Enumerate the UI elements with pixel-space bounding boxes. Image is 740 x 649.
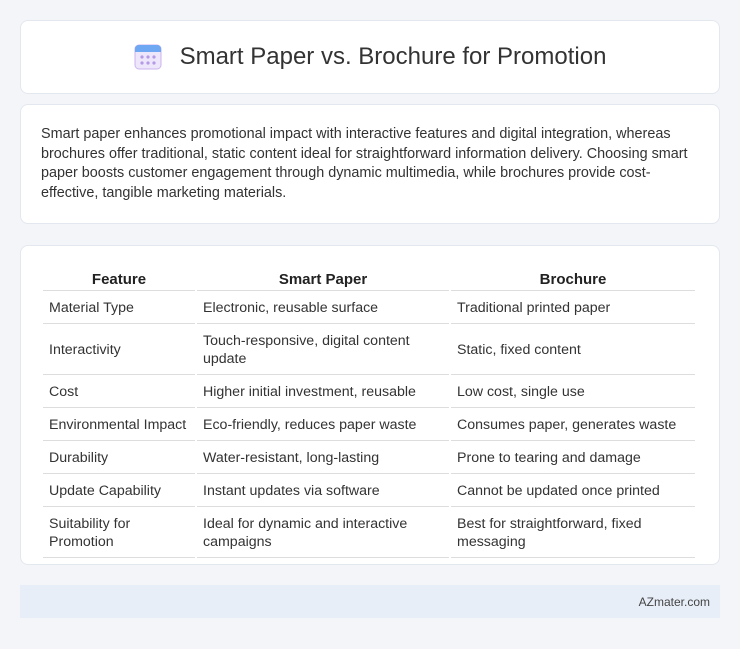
table-row xyxy=(43,476,695,507)
smart-paper-cell: Ideal for dynamic and interactive campaigns xyxy=(197,509,449,558)
brochure-cell: Cannot be updated once printed xyxy=(451,476,695,507)
footer-site-link[interactable]: AZmater.com xyxy=(638,594,710,609)
feature-cell: Suitability for Promotion xyxy=(43,509,195,558)
feature-cell: Cost xyxy=(43,377,195,408)
feature-cell: Update Capability xyxy=(43,476,195,507)
smart-paper-cell: Touch-responsive, digital content update xyxy=(197,326,449,375)
smart-paper-cell: Eco-friendly, reduces paper waste xyxy=(197,410,449,441)
table-row xyxy=(43,509,695,558)
header-feature: Feature xyxy=(43,268,195,291)
feature-cell: Durability xyxy=(43,443,195,474)
smart-paper-cell: Instant updates via software xyxy=(197,476,449,507)
feature-cell: Material Type xyxy=(43,293,195,324)
comparison-table xyxy=(41,266,697,560)
title-wrap xyxy=(134,43,607,71)
brochure-cell: Traditional printed paper xyxy=(451,293,695,324)
brochure-cell: Best for straightforward, fixed messaging xyxy=(451,509,695,558)
feature-cell: Environmental Impact xyxy=(43,410,195,441)
feature-cell: Interactivity xyxy=(43,326,195,375)
table-header-row xyxy=(43,268,695,291)
smart-paper-cell: Higher initial investment, reusable xyxy=(197,377,449,408)
brochure-cell: Static, fixed content xyxy=(451,326,695,375)
brochure-cell: Low cost, single use xyxy=(451,377,695,408)
smart-paper-cell: Electronic, reusable surface xyxy=(197,293,449,324)
intro-text: Smart paper enhances promotional impact with interactive features and digital integration, whereas brochures offer traditional, static content ideal for straightforward information delivery. Choosing smart paper boosts customer engagement through dynamic multimedia, while brochures provide cost-effective, tangible marketing materials. xyxy=(41,126,688,201)
page-title: Smart Paper vs. Brochure for Promotion xyxy=(179,43,607,70)
brochure-cell: Prone to tearing and damage xyxy=(451,443,695,474)
table-row xyxy=(43,443,695,474)
intro-card xyxy=(20,104,720,224)
footer xyxy=(20,585,720,618)
header-smart-paper: Smart Paper xyxy=(197,268,449,291)
table-card xyxy=(20,245,720,565)
brochure-cell: Consumes paper, generates waste xyxy=(451,410,695,441)
table-row xyxy=(43,410,695,441)
table-row xyxy=(43,377,695,408)
calendar-icon xyxy=(134,44,162,70)
title-card xyxy=(20,20,720,94)
smart-paper-cell: Water-resistant, long-lasting xyxy=(197,443,449,474)
header-brochure: Brochure xyxy=(451,268,695,291)
table-row xyxy=(43,293,695,324)
table-row xyxy=(43,326,695,375)
